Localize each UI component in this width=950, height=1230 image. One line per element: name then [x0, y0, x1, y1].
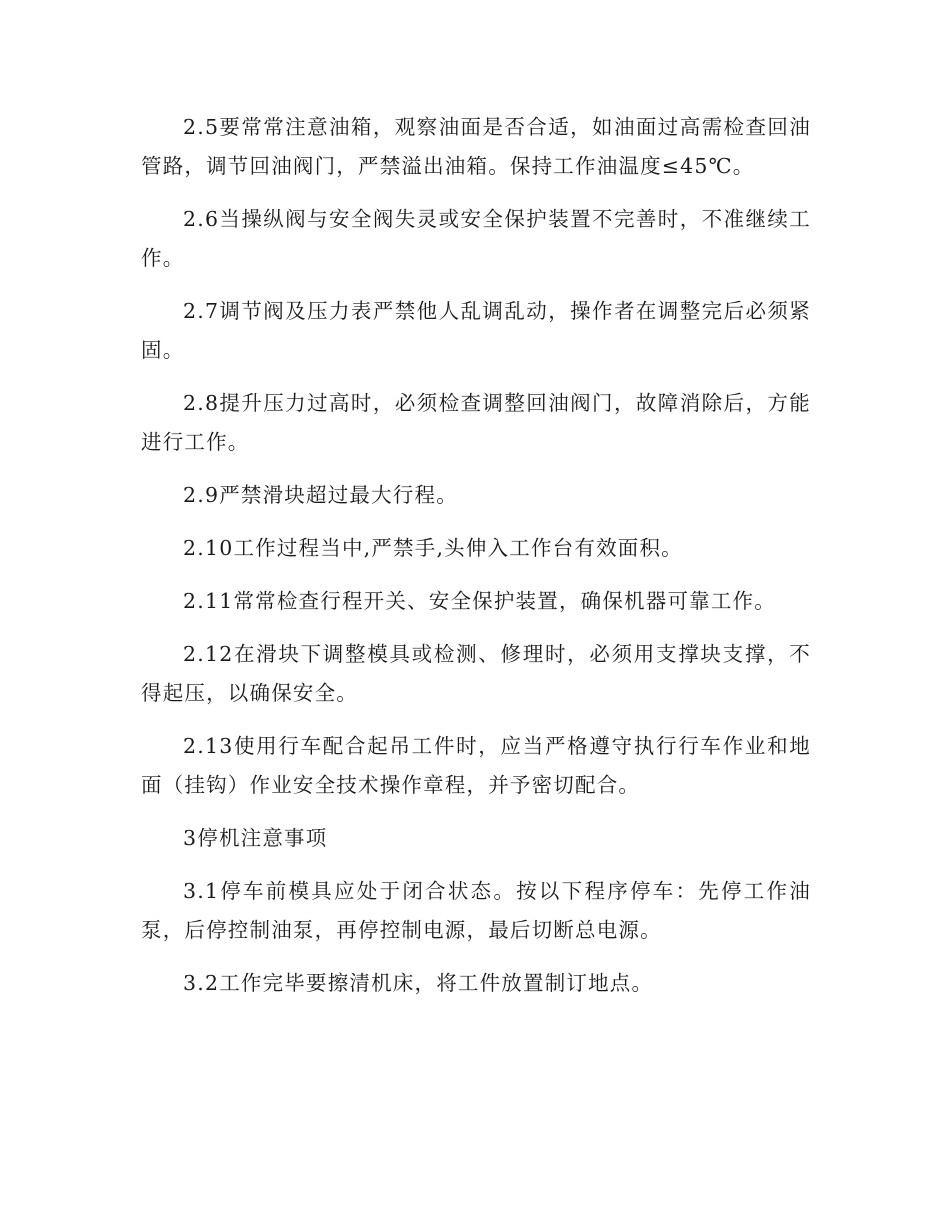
paragraph-2-8: 2.8提升压力过高时，必须检查调整回油阀门，故障消除后，方能进行工作。 [141, 391, 811, 454]
paragraph-2-10: 2.10工作过程当中,严禁手,头伸入工作台有效面积。 [183, 536, 683, 560]
section-heading-3: 3停机注意事项 [183, 826, 328, 850]
paragraph-2-7: 2.7调节阀及压力表严禁他人乱调乱动，操作者在调整完后必须紧固。 [141, 299, 811, 362]
paragraph-2-12: 2.12在滑块下调整模具或检测、修理时，必须用支撑块支撑，不得起压，以确保安全。 [141, 642, 811, 705]
paragraph-3-2: 3.2工作完毕要擦清机床，将工件放置制订地点。 [183, 971, 654, 995]
paragraph-2-6: 2.6当操纵阀与安全阀失灵或安全保护装置不完善时，不准继续工作。 [141, 207, 811, 270]
paragraph-2-13: 2.13使用行车配合起吊工件时，应当严格遵守执行行车作业和地面（挂钩）作业安全技术操作章程，并予密切配合。 [141, 734, 811, 797]
document-body [141, 108, 811, 1017]
paragraph-2-5: 2.5要常常注意油箱，观察油面是否合适，如油面过高需检查回油管路，调节回油阀门，严禁溢出油箱。保持工作油温度≤45℃。 [141, 115, 811, 178]
paragraph-3-1: 3.1停车前模具应处于闭合状态。按以下程序停车：先停工作油泵，后停控制油泵，再停控制电源，最后切断总电源。 [141, 879, 811, 942]
paragraph-2-11: 2.11常常检查行程开关、安全保护装置，确保机器可靠工作。 [183, 589, 776, 613]
paragraph-2-9: 2.9严禁滑块超过最大行程。 [183, 483, 458, 507]
